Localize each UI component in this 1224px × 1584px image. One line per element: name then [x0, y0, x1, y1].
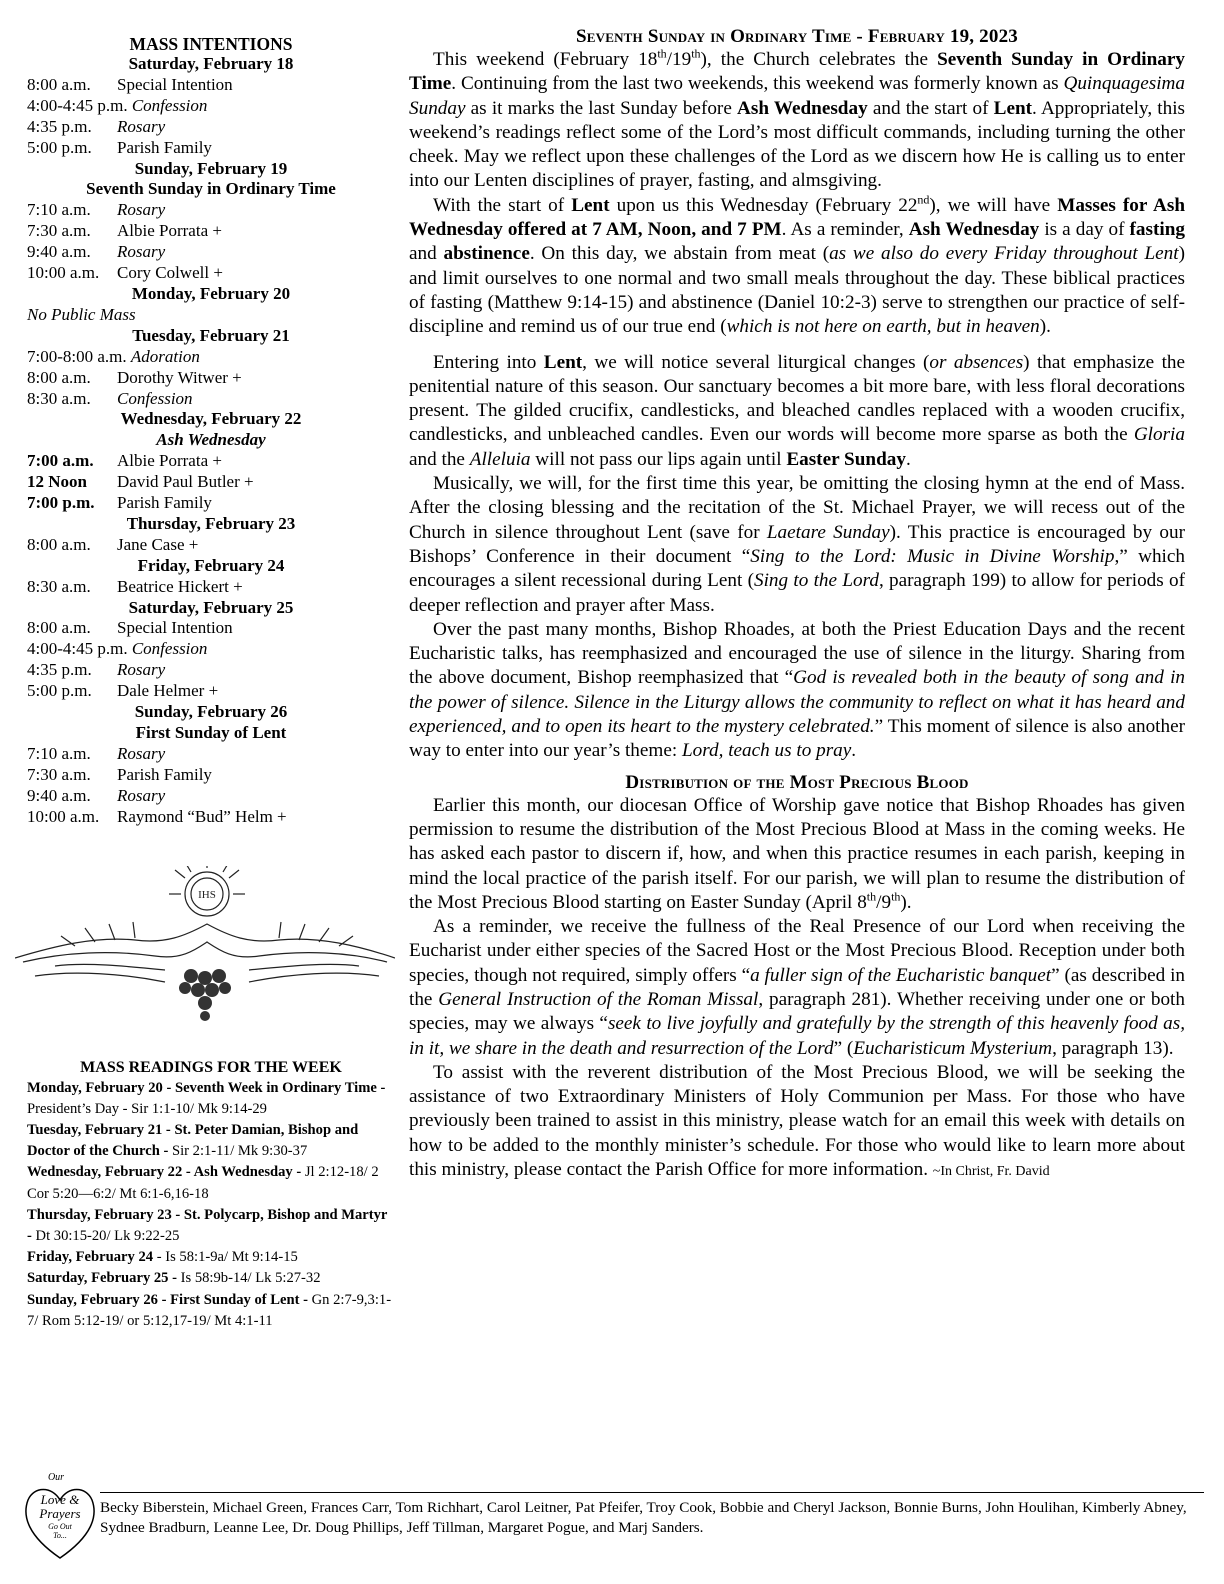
intention-time: 7:10 a.m. — [27, 743, 91, 763]
ornament-label: IHS — [198, 888, 216, 901]
intention-row — [27, 786, 395, 807]
intention-text: Rosary — [117, 660, 166, 680]
mass-readings-title: MASS READINGS FOR THE WEEK — [80, 1058, 342, 1076]
intention-text: Rosary — [117, 116, 166, 136]
text-run: Lent — [571, 194, 610, 216]
day-heading: Monday, February 20 — [131, 283, 291, 303]
intention-time: 9:40 a.m. — [27, 242, 91, 262]
text-run: ” (as described in the — [409, 964, 1186, 1010]
intention-time: 5:00 p.m. — [27, 681, 92, 701]
text-run: God is revealed both in the beauty of song and in the power of silence. Silence in the Liturgy allows the community to reflect on what it has heard and experienced, and to open its heart to the mystery celebrated. — [409, 667, 1185, 738]
text-run: ). — [1039, 316, 1051, 338]
day-heading: Wednesday, February 22 — [120, 409, 302, 429]
intention-text: Rosary — [117, 242, 166, 262]
article2-title: Distribution of the Most Precious Blood — [625, 771, 969, 793]
intention-time: 9:40 a.m. — [27, 785, 91, 805]
intention-text: Rosary — [117, 743, 166, 763]
intention-text: No Public Mass — [27, 304, 136, 324]
intention-text: Albie Porrata + — [117, 221, 222, 241]
text-run: , paragraph 13). — [1052, 1037, 1174, 1059]
left-column — [27, 34, 395, 1332]
intention-time: 7:30 a.m. — [27, 221, 91, 241]
prayer-list-footer — [20, 1466, 1204, 1566]
intention-time: 4:35 p.m. — [27, 116, 92, 136]
article-paragraph — [409, 351, 1185, 472]
logo-line-1: Our — [47, 1472, 65, 1483]
mass-intentions-title: MASS INTENTIONS — [129, 34, 293, 54]
text-run: . Continuing from the last two weekends, this weekend was formerly known as — [451, 73, 1064, 95]
intention-time: 7:00-8:00 a.m. — [27, 346, 127, 366]
article1-body — [409, 48, 1185, 764]
reading-citations: - Is 58:1-9a/ Mt 9:14-15 — [153, 1249, 298, 1266]
intention-time: 7:30 a.m. — [27, 764, 91, 784]
logo-line-2: Love & — [40, 1492, 80, 1507]
text-run: Easter Sunday — [786, 448, 906, 470]
intention-row — [27, 535, 395, 556]
day-heading: Saturday, February 25 — [128, 597, 294, 617]
text-run: and the — [409, 448, 470, 470]
text-run: , paragraph 281). Whether receiving under one or both species, may we always “ — [409, 988, 1185, 1035]
text-run: With the start of — [433, 194, 572, 216]
logo-line-4: Go Out — [48, 1522, 72, 1531]
text-run: will not pass our lips again until — [530, 448, 787, 470]
intention-text: Confession — [117, 388, 193, 408]
text-run: /19 — [666, 49, 692, 70]
reading-citations: Sir 2:1-11/ Mk 9:30-37 — [168, 1143, 308, 1160]
intention-time: 4:00-4:45 p.m. — [27, 639, 128, 659]
intention-row — [27, 618, 395, 639]
intention-row — [27, 744, 395, 765]
text-run: ) and limit ourselves to one normal and two small meals throughout the day. These biblical practices of fasting (Matthew 9:14-15) and abstinence (Daniel 10:2-3) serve to strengthen our practice of self-discipline and remind us of our true end ( — [409, 243, 1185, 338]
intention-text: Special Intention — [117, 618, 233, 638]
day-heading: Friday, February 24 — [137, 555, 285, 575]
text-run: Sing to the Lord — [753, 570, 879, 592]
intention-row — [27, 368, 395, 389]
text-run: Ash Wednesday — [737, 97, 868, 119]
day-heading: Thursday, February 23 — [126, 513, 296, 533]
mass-intentions-list — [27, 54, 395, 828]
intention-row — [27, 138, 395, 159]
intention-time: 8:00 a.m. — [27, 367, 91, 387]
text-run: fasting — [1129, 219, 1185, 241]
day-heading: Sunday, February 26 — [134, 702, 288, 722]
footer-rule — [100, 1492, 1204, 1493]
intention-time: 7:00 p.m. — [27, 493, 95, 513]
text-run: which is not here on earth, but in heaven — [726, 316, 1040, 338]
text-run: th — [691, 46, 701, 61]
text-run: Earlier this month, our diocesan Office of Worship gave notice that Bishop Rhoades has given permission to resume the distribution of the Most Precious Blood at Mass in the coming weeks. He has asked each pastor to discern if, how, and when this practice resumes in each parish, keeping in mind the local practice of the parish itself. For our parish, we will plan to resume the distribution of the Most Precious Blood starting on Easter Sunday (April 8 — [409, 794, 1185, 913]
text-run: /9 — [876, 891, 892, 913]
intention-time: 10:00 a.m. — [27, 263, 100, 283]
reading-entry — [27, 1247, 395, 1268]
text-run: Laetare Sunday — [766, 521, 890, 543]
intention-text: Confession — [131, 95, 208, 115]
text-run: and the start of — [867, 97, 994, 119]
reading-citations: Gn 2:7-9,3:1-7/ Rom 5:12-19/ or 5:12,17-19/ Mt 4:1-11 — [27, 1291, 392, 1329]
article-paragraph — [409, 794, 1185, 915]
intention-row — [27, 221, 395, 242]
text-run: ), we will have — [929, 194, 1058, 216]
text-run: ~In Christ, Fr. David — [932, 1164, 1050, 1180]
intention-row — [27, 305, 395, 326]
text-run: Sing to the Lord: Music in Divine Worship — [750, 545, 1115, 567]
intention-text: Albie Porrata + — [117, 451, 222, 471]
prayer-names: Becky Biberstein, Michael Green, Frances Carr, Tom Richhart, Carol Leitner, Pat Pfeifer, Troy Cook, Bobbie and Cheryl Jackson, Bonnie Burns, John Houlihan, Kimberly Abney, Sydnee Bradburn, Leanne Lee, Dr. Doug Phillips, Jeff Tillman, Margaret Pogue, and Marj Sanders. — [100, 1499, 1187, 1536]
text-run: ). — [900, 891, 912, 913]
intention-time: 12 Noon — [27, 472, 87, 492]
reading-entry — [27, 1120, 395, 1162]
day-heading: Saturday, February 18 — [128, 54, 294, 73]
article2-body — [409, 794, 1185, 1185]
mass-readings-list — [27, 1078, 395, 1332]
text-run: th — [657, 46, 667, 61]
intention-time: 8:30 a.m. — [27, 388, 91, 408]
intention-time: 10:00 a.m. — [27, 806, 100, 826]
intention-row — [27, 577, 395, 598]
text-run: as it marks the last Sunday before — [465, 97, 738, 119]
text-run: Lent — [993, 97, 1033, 119]
intention-row — [27, 639, 395, 660]
text-run: . — [905, 448, 911, 470]
day-heading: Sunday, February 19 — [134, 158, 288, 178]
text-run: abstinence — [443, 243, 530, 265]
intention-row — [27, 472, 395, 493]
reading-citations: President’s Day - Sir 1:1-10/ Mk 9:14-29 — [27, 1100, 267, 1117]
text-run: ), the Church celebrates the — [700, 49, 938, 70]
intention-text: David Paul Butler + — [117, 472, 254, 492]
reading-citations: Dt 30:15-20/ Lk 9:22-25 — [31, 1227, 180, 1244]
intention-row — [27, 96, 395, 117]
text-run: Over the past many months, Bishop Rhoades, at both the Priest Education Days and the recent Eucharistic talks, has reemphasized and encouraged the use of silence in the liturgy. Sharing from the above document, Bishop reemphasized that “ — [409, 618, 1185, 689]
reading-heading: Wednesday, February 22 - Ash Wednesday - — [27, 1164, 302, 1181]
article-paragraph — [409, 194, 1185, 340]
intention-text: Parish Family — [117, 137, 212, 157]
logo-line-3: Prayers — [39, 1506, 81, 1521]
text-run: and — [409, 243, 444, 265]
reading-heading: Friday, February 24 — [27, 1249, 154, 1266]
article-paragraph — [409, 48, 1185, 194]
intention-row — [27, 242, 395, 263]
text-run: Eucharisticum Mysterium — [853, 1037, 1053, 1059]
reading-entry — [27, 1205, 395, 1247]
reading-heading: Thursday, February 23 - St. Polycarp, Bishop and Martyr - — [27, 1206, 388, 1244]
text-run: ). This practice is encouraged by our Bishops’ Conference in their document “ — [409, 521, 1185, 567]
reading-entry — [27, 1162, 395, 1204]
intention-time: 8:30 a.m. — [27, 576, 91, 596]
text-run: th — [866, 889, 877, 904]
right-column — [409, 26, 1185, 1184]
intention-time: 8:00 a.m. — [27, 534, 91, 554]
text-run: Musically, we will, for the first time this year, be omitting the closing hymn at the end of Mass. After the closing blessing and the recitation of the St. Michael Prayer, we will recess out of the Church in silence throughout Lent (save for — [409, 473, 1185, 543]
article1-title: Seventh Sunday in Ordinary Time - February 19, 2023 — [576, 26, 1018, 47]
intention-row — [27, 75, 395, 96]
intention-text: Rosary — [117, 785, 166, 805]
intention-text: Parish Family — [117, 493, 212, 513]
logo-line-5: To... — [53, 1531, 67, 1540]
intention-text: Raymond “Bud” Helm + — [117, 806, 287, 826]
text-run: Masses for Ash Wednesday offered at 7 AM, Noon, and 7 PM — [409, 194, 1185, 241]
intention-row — [27, 451, 395, 472]
intention-row — [27, 347, 395, 368]
intention-row — [27, 493, 395, 514]
text-run: Lord, teach us to pray — [681, 740, 852, 762]
text-run: Seventh Sunday in Ordinary Time — [409, 49, 1185, 95]
intention-text: Parish Family — [117, 764, 212, 784]
text-run: , paragraph 199) to allow for periods of deeper reflection and prayer after Mass. — [409, 570, 1185, 616]
text-run: ” This moment of silence is also another way to enter into our year’s theme: — [409, 716, 1185, 762]
intention-text: Adoration — [130, 346, 200, 366]
article-paragraph — [409, 618, 1185, 764]
reading-entry — [27, 1268, 395, 1289]
text-run: th — [891, 889, 901, 904]
intention-text: Beatrice Hickert + — [117, 576, 243, 596]
article-paragraph — [409, 915, 1185, 1061]
intention-time: 7:10 a.m. — [27, 200, 91, 220]
text-run: . — [851, 740, 857, 762]
reading-entry — [27, 1290, 395, 1332]
intention-row — [27, 263, 395, 284]
reading-heading: Tuesday, February 21 - St. Peter Damian, Bishop and Doctor of the Church - — [27, 1121, 359, 1160]
text-run: Ash Wednesday — [908, 219, 1040, 241]
intention-text: Dorothy Witwer + — [117, 367, 242, 387]
day-heading: First Sunday of Lent — [135, 723, 287, 742]
text-run: a fuller sign of the Eucharistic banquet — [750, 964, 1052, 986]
intention-text: Dale Helmer + — [117, 681, 219, 701]
text-run: Gloria — [1133, 424, 1185, 446]
intention-time: 8:00 a.m. — [27, 74, 91, 94]
article-paragraph — [409, 472, 1185, 618]
text-run: Alleluia — [469, 448, 531, 470]
intention-time: 4:35 p.m. — [27, 660, 92, 680]
text-run: Quinquagesima Sunday — [409, 73, 1185, 119]
article-paragraph — [409, 1061, 1185, 1184]
text-run: ,” which encourages a silent recessional during Lent ( — [409, 545, 1185, 592]
reading-heading: Monday, February 20 - Seventh Week in Ordinary Time - — [27, 1079, 386, 1096]
intention-row — [27, 660, 395, 681]
text-run: upon us this Wednesday (February 22 — [609, 194, 918, 216]
love-and-prayers-logo-icon — [20, 1466, 100, 1566]
text-run: is a day of — [1039, 219, 1130, 241]
intention-row — [27, 807, 395, 828]
reading-citations: Is 58:9b-14/ Lk 5:27-32 — [177, 1270, 321, 1287]
text-run: nd — [917, 192, 930, 207]
text-run: As a reminder, we receive the fullness of the Real Presence of our Lord when receiving the Eucharist under either species of the Sacred Host or the Most Precious Blood. Reception under both species, though not required, simply offers “ — [409, 916, 1185, 986]
text-run: as we also do every Friday throughout Lent — [829, 243, 1179, 265]
day-heading: Seventh Sunday in Ordinary Time — [86, 179, 336, 199]
intention-row — [27, 117, 395, 138]
day-subheading: Ash Wednesday — [156, 430, 266, 450]
intention-text: Rosary — [117, 200, 166, 220]
text-run: , we will notice several liturgical changes ( — [582, 351, 930, 373]
intention-time: 8:00 a.m. — [27, 618, 91, 638]
text-run: To assist with the reverent distribution of the Most Precious Blood, we will be seeking the assistance of two Extraordinary Ministers of Holy Communion per Mass. For those who have previously been trained to assist in this ministry, please watch for an email this week with details on how to be added to the monthly minister’s schedule. For those who would like to learn more about this ministry, please contact the Parish Office for more information. — [409, 1061, 1185, 1181]
paragraph-gap — [409, 340, 1185, 351]
text-run: General Instruction of the Roman Missal — [438, 988, 759, 1010]
text-run: seek to live joyfully and gratefully by the strength of this heavenly food as, in it, we share in the death and resurrection of the Lord — [409, 1013, 1185, 1059]
intention-text: Jane Case + — [117, 534, 199, 554]
text-run: . Appropriately, this weekend’s readings reflect some of the Lord’s most difficult commands, including turning the other cheek. May we reflect upon these challenges of the Lord as we discern how He is calling us to enter into our Lenten disciplines of prayer, fasting, and almsgiving. — [409, 97, 1186, 192]
reading-heading: Saturday, February 25 - — [27, 1270, 177, 1287]
intention-text: Cory Colwell + — [117, 263, 223, 283]
reading-entry — [27, 1078, 395, 1120]
text-run: This weekend (February 18 — [433, 49, 658, 70]
intention-time: 5:00 p.m. — [27, 137, 92, 157]
intention-row — [27, 765, 395, 786]
day-heading: Tuesday, February 21 — [132, 325, 290, 345]
text-run: . As a reminder, — [781, 219, 909, 241]
intention-row — [27, 200, 395, 221]
intention-text: Confession — [131, 639, 208, 659]
text-run: Entering into — [433, 351, 544, 373]
intention-row — [27, 389, 395, 410]
intention-row — [27, 681, 395, 702]
text-run: ) that emphasize the penitential nature of this season. Our sanctuary becomes a bit more bare, with less floral decorations present. The gilded crucifix, candlesticks, and bleached candles replaced with a wooden crucifix, candlesticks, and unbleached candles. Even our words will become more sparse as both the — [409, 351, 1186, 446]
intention-text: Special Intention — [117, 74, 233, 94]
ihs-ornament-icon — [15, 866, 395, 1036]
text-run: or absences — [929, 351, 1024, 373]
reading-heading: Sunday, February 26 - First Sunday of Lent - — [27, 1291, 308, 1308]
intention-time: 4:00-4:45 p.m. — [27, 95, 128, 115]
reading-citations: Jl 2:12-18/ 2 Cor 5:20—6:2/ Mt 6:1-6,16-18 — [27, 1164, 379, 1202]
text-run: . On this day, we abstain from meat ( — [529, 243, 830, 265]
intention-time: 7:00 a.m. — [27, 451, 94, 471]
text-run: ” ( — [833, 1037, 854, 1059]
text-run: Lent — [543, 351, 583, 373]
